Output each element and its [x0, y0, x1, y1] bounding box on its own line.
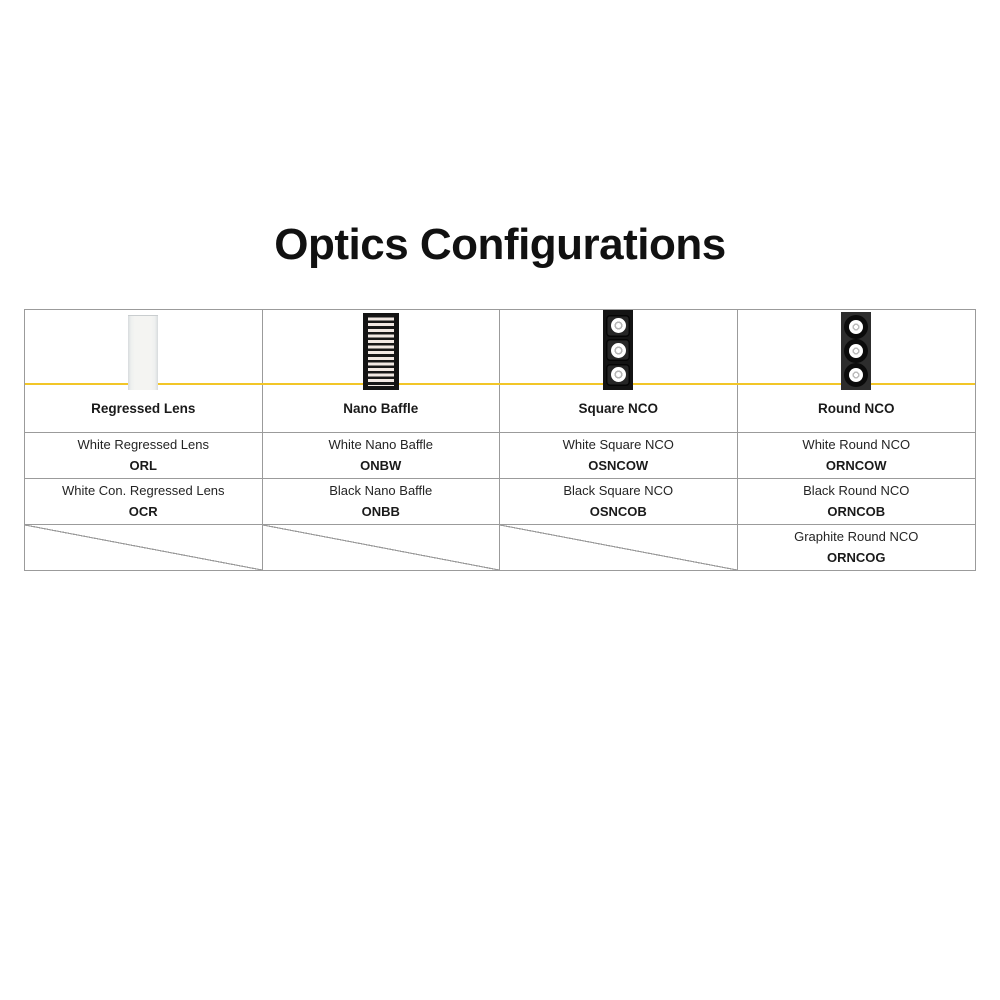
variant-name: Graphite Round NCO	[794, 529, 919, 545]
round-nco-image-cell	[738, 310, 976, 390]
led-dot-icon	[611, 343, 626, 358]
square-nco-image-cell	[500, 310, 738, 390]
page-title: Optics Configurations	[274, 220, 726, 270]
variant-cell	[263, 478, 501, 524]
round-nco-cell-icon	[844, 339, 868, 363]
column-header-round-nco: Round NCO	[818, 401, 895, 417]
variant-name: Black Round NCO	[803, 483, 910, 499]
square-nco-cell-icon	[606, 364, 630, 386]
variant-cell	[263, 432, 501, 478]
variant-name: White Square NCO	[562, 437, 674, 453]
led-dot-icon	[849, 344, 863, 358]
led-dot-icon	[849, 368, 863, 382]
variant-code: ORNCOG	[827, 550, 886, 566]
variant-code: OCR	[128, 504, 158, 520]
round-nco-cell-icon	[844, 315, 868, 339]
variant-cell	[25, 432, 263, 478]
product-image-row	[25, 310, 975, 385]
table-header-row	[25, 385, 975, 432]
square-nco-cell-icon	[606, 315, 630, 337]
square-nco-image	[603, 310, 633, 390]
variant-name: Black Nano Baffle	[329, 483, 433, 499]
nano-baffle-image-cell	[263, 310, 501, 390]
nano-baffle-image	[363, 313, 399, 390]
column-header-square-nco: Square NCO	[500, 385, 738, 432]
regressed-lens-image-cell	[25, 310, 263, 390]
variant-cell	[500, 432, 738, 478]
variant-cell	[738, 478, 976, 524]
empty-diagonal-cell	[263, 524, 501, 570]
variant-code: ORNCOB	[827, 504, 886, 520]
variant-code: OSNCOB	[589, 504, 647, 520]
led-dot-icon	[849, 320, 863, 334]
variant-row-white	[25, 432, 975, 478]
column-header-nano-baffle: Nano Baffle	[263, 385, 501, 432]
square-nco-cell-icon	[606, 339, 630, 361]
led-dot-icon	[611, 318, 626, 333]
variant-code: ORNCOW	[825, 458, 887, 474]
column-header-regressed-lens: Regressed Lens	[25, 385, 263, 432]
variant-name: Black Square NCO	[563, 483, 674, 499]
regressed-lens-image	[128, 315, 158, 390]
variant-cell	[738, 524, 976, 570]
variant-row-graphite	[25, 524, 975, 570]
round-nco-cell-icon	[844, 363, 868, 387]
empty-diagonal-cell	[25, 524, 263, 570]
variant-code: ONBB	[361, 504, 400, 520]
variant-code: OSNCOW	[588, 458, 649, 474]
led-dot-icon	[611, 367, 626, 382]
variant-cell	[738, 432, 976, 478]
variant-cell	[25, 478, 263, 524]
optics-configurations-table	[24, 309, 976, 571]
variant-name: White Con. Regressed Lens	[61, 483, 225, 499]
variant-name: White Nano Baffle	[328, 437, 434, 453]
variant-name: White Round NCO	[802, 437, 911, 453]
variant-row-black	[25, 478, 975, 524]
yellow-accent-line	[25, 383, 975, 385]
variant-name: White Regressed Lens	[77, 437, 209, 453]
round-nco-image	[841, 312, 871, 390]
variant-code: ONBW	[360, 458, 402, 474]
empty-diagonal-cell	[500, 524, 738, 570]
variant-cell	[500, 478, 738, 524]
variant-code: ORL	[129, 458, 157, 474]
